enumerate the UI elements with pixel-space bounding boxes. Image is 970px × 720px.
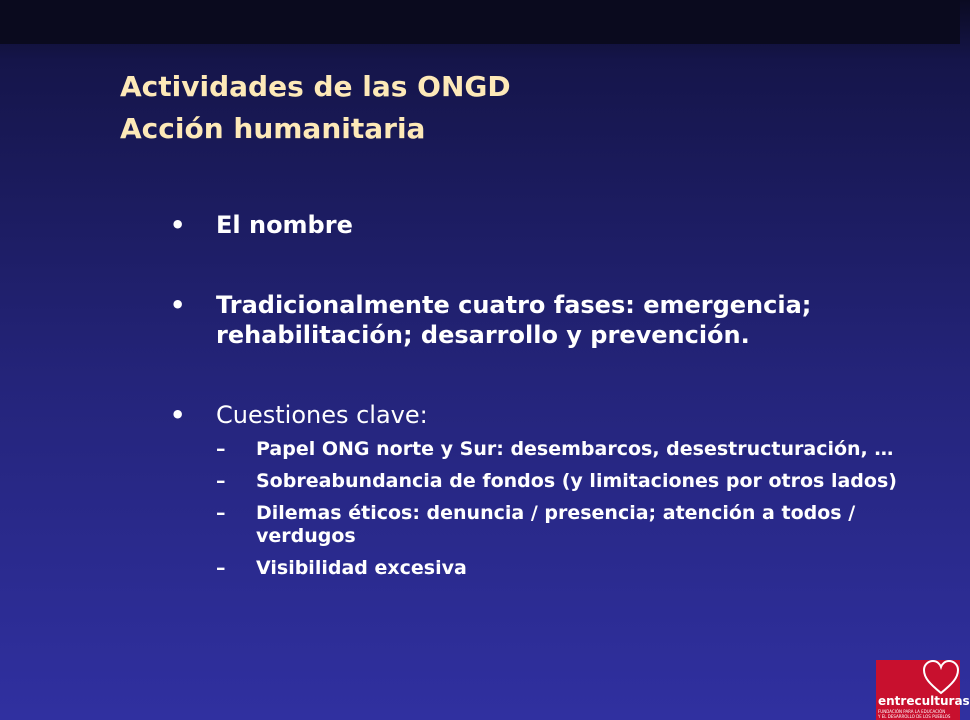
sub-bullet-list [216, 438, 910, 580]
logo-tagline-1: FUNDACIÓN PARA LA EDUCACIÓN [878, 709, 946, 714]
top-band [0, 0, 960, 44]
sub-bullet-item: – Sobreabundancia de fondos (y limitaciones por otros lados) [216, 470, 910, 493]
logo-wordmark: entreculturas [878, 694, 970, 708]
sub-bullet-item: – Dilemas éticos: denuncia / presencia; atención a todos / verdugos [216, 502, 910, 548]
bullet-list [170, 210, 910, 589]
logo-tagline-2: Y EL DESARROLLO DE LOS PUEBLOS [878, 714, 951, 719]
slide-title [120, 66, 511, 150]
title-line-1: Actividades de las ONGD [120, 70, 511, 103]
bullet-item [170, 290, 910, 350]
bullet-text: El nombre [216, 211, 353, 239]
bullet-text: Cuestiones clave: [216, 401, 428, 429]
heart-icon [922, 660, 960, 696]
sub-bullet-item: – Papel ONG norte y Sur: desembarcos, desestructuración, … [216, 438, 910, 461]
title-line-2: Acción humanitaria [120, 112, 426, 145]
sub-bullet-item: – Visibilidad excesiva [216, 557, 910, 580]
entreculturas-logo [876, 660, 970, 720]
bullet-item [170, 400, 910, 580]
logo-tagline [878, 709, 960, 719]
bullet-item [170, 210, 910, 240]
bullet-text: Tradicionalmente cuatro fases: emergencia; rehabilitación; desarrollo y prevención. [216, 291, 812, 349]
